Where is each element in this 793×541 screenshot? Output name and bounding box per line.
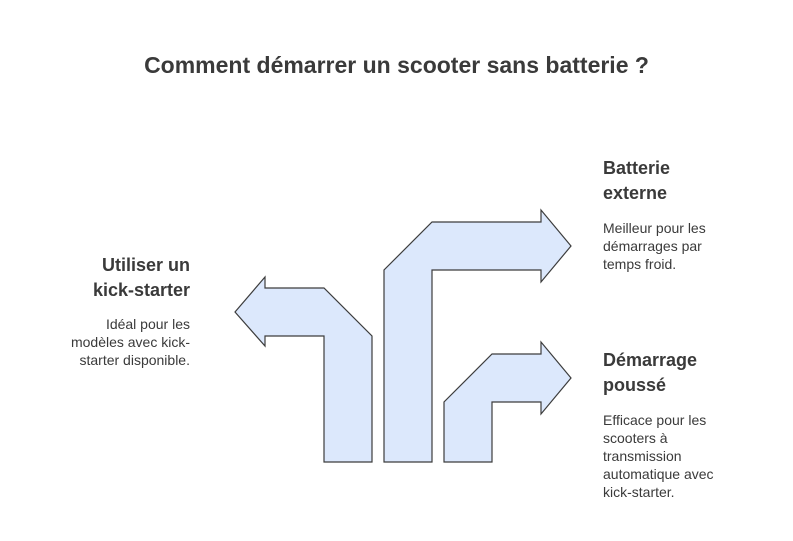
desc-line: automatique avec: [603, 466, 714, 482]
option-batterie-externe-title-line1: Batterie: [603, 158, 671, 178]
option-batterie-externe-title: [603, 156, 773, 206]
option-demarrage-pousse-title-line2: poussé: [603, 375, 667, 395]
desc-line: transmission: [603, 448, 682, 464]
option-kick-starter-title: [40, 253, 190, 303]
desc-line: kick-starter.: [603, 484, 675, 500]
desc-line: modèles avec kick-: [70, 334, 190, 350]
desc-line: Meilleur pour les: [603, 220, 706, 236]
short-right-arrow: [444, 342, 571, 462]
option-kick-starter-title-line1: Utiliser un: [101, 255, 190, 275]
desc-line: scooters à: [603, 430, 668, 446]
option-kick-starter-desc: [40, 315, 190, 369]
desc-line: Efficace pour les: [603, 412, 707, 428]
option-demarrage-pousse-desc: [603, 411, 773, 501]
page-title: Comment démarrer un scooter sans batterie ?: [144, 52, 649, 78]
desc-line: démarrages par: [603, 238, 702, 254]
desc-line: temps froid.: [603, 256, 677, 272]
desc-line: Idéal pour les: [105, 316, 190, 332]
option-demarrage-pousse-title-line1: Démarrage: [603, 350, 698, 370]
desc-line: starter disponible.: [79, 352, 190, 368]
option-demarrage-pousse-title: [603, 348, 773, 398]
option-batterie-externe-title-line2: externe: [603, 183, 668, 203]
option-batterie-externe-desc: [603, 219, 773, 273]
option-kick-starter-title-line2: kick-starter: [92, 280, 190, 300]
left-arrow: [235, 277, 372, 462]
